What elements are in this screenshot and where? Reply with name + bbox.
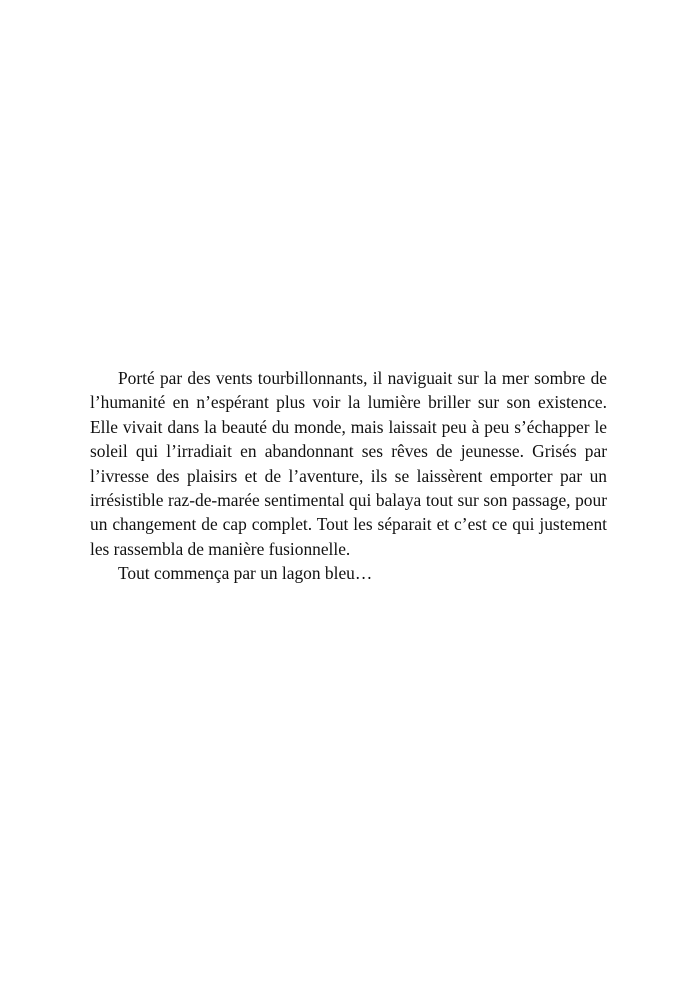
body-text (90, 366, 607, 586)
paragraph: Tout commença par un lagon bleu… (118, 563, 373, 584)
paragraph: Porté par des vents tourbillonnants, il naviguait sur la mer sombre de l’humanité en n’espérant plus voir la lumière briller sur son existence. Elle vivait dans la beauté du monde, mais laissait peu à peu s’échapper le soleil qui l’irradiait en abandonnant ses rêves de jeunesse. Grisés par l’ivresse des plaisirs et de l’aventure, ils se laissèrent emporter par un irrésistible raz-de-marée sentimental qui balaya tout sur son passage, pour un changement de cap complet. Tout les séparait et c’est ce qui justement les rassembla de manière fusionnelle. (90, 368, 607, 559)
